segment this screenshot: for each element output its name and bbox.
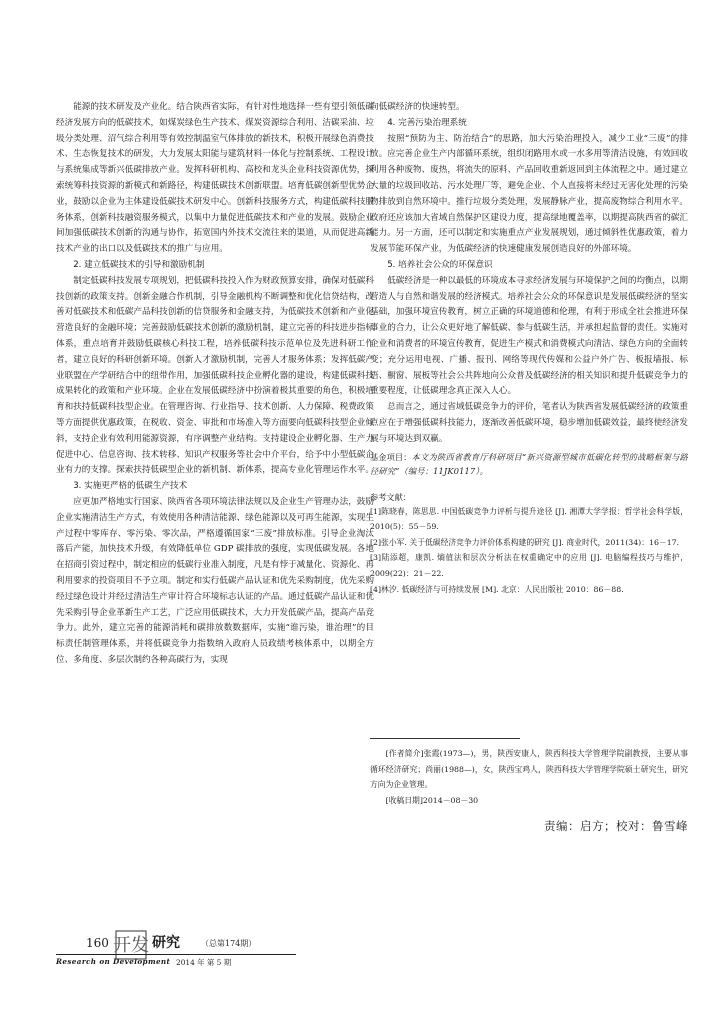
section-heading: 4. 完善污染治理系统 (387, 117, 467, 128)
page-footer (56, 932, 668, 972)
issue-total: （总第174期） (201, 939, 257, 948)
paragraph: 应更加严格地实行国家、陕西省各项环境法律法规以及企业生产管理办法，鼓励企业实施清洁生产方式，有效使用各种清洁能源、绿色能源以及可再生能源，实现生产过程中零库存、零污染、零次品，严格遵循国家“三废”排放标准。引导企业淘汰落后产能，加快技术升级，有效降低单位 GDP 碳排放的强度，实现低碳发展。各地在招商引资过程中，制定相应的低碳行业准入制度，凡是有悖于减量化、资源化、再利用要求的投资项目不予立项。制定和实行低碳产品认证和优先采购制度，优先采购经过绿色设计并经过清洁生产审计符合环境标志认证的产品。通过低碳产品认证和优先采购引导企业革新生产工艺，广泛应用低碳技术，大力开发低碳产品，提高产品竞争力。此外，建立完善的能源消耗和碳排放数数据库，实施“谁污染，谁治理”的目标责任制管理体系，并将低碳竞争力指数纳入政府人员政绩考核体系中，以期全方位、多角度、多层次制约各种高碳行为，实现 (56, 496, 374, 665)
journal-logo (115, 930, 147, 960)
paragraph: 总而言之，通过省域低碳竞争力的评价，笔者认为陕西省发展低碳经济的政策重点应在于增强低碳科技能力，逐渐改善低碳环境，稳步增加低碳效益，最终使经济发展与环境达到双赢。 (370, 402, 688, 444)
paragraph: 能源的技术研发及产业化。结合陕西省实际，有针对性地选择一些有望引领低碳经济发展方向的低碳技术，如煤炭绿色生产技术、煤炭资源综合利用、洁碳采油、垃圾分类处理、沼气综合利用等有效控制温室气体排放的新技术，积极开展绿色消费技术、生态恢复技术的研发，大力发展太阳能与建筑材料一体化与控制系统、工程设计与系统集成等新兴低碳排放产业。发挥科研机构、高校和龙头企业科技资源优势，探索统筹科技资源的新模式和新路径，构建低碳技术创新联盟。培育低碳创新型优势企业，鼓励以企业为主体建设低碳技术研发中心。创新科技服务方式，构建低碳科技服务体系，创新科技融资服务模式，以集中力量促进低碳技术和产业的发展。鼓励企业间加强低碳技术创新的沟通与协作，拓宽国内外技术交流往来的渠道，从而促进高新技术产业的出口以及低碳技术的推广与应用。 (56, 102, 374, 255)
references-list (370, 504, 688, 598)
right-body (370, 100, 688, 448)
author-bio: [作者简介]张霞(1973—)，男，陕西安康人，陕西科技大学管理学院副教授，主要从事循环经济研究；尚丽(1988—)，女，陕西宝鸡人，陕西科技大学管理学院硕士研究生，研究方向为企业管理。 (370, 749, 688, 790)
fund-label: 基金项目： (370, 451, 412, 462)
references-title: 参考文献： (370, 491, 411, 502)
author-divider (370, 738, 520, 739)
paragraph: 低碳经济是一种以最低的环境成本寻求经济发展与环境保护之间的均衡点，以期营造人与自然和谐发展的经济模式。培养社会公众的环保意识是发展低碳经济的坚实基础，加强环境宣传教育，树立正确的环境道德和伦理，有利于形成全社会推进环保事业的合力，让公众更好地了解低碳、参与低碳生活，并承担起监督的责任。实施对企业和消费者的环境宣传教育，促进生产模式和消费模式向清洁、绿色方向的全面转变；充分运用电视、广播、报刊、网络等现代传媒和公益户外广告、板报墙报、标语、橱窗、展板等社会公共阵地向公众普及低碳经济的相关知识和提升低碳竞争力的重要程度，让低碳理念真正深入人心。 (370, 275, 688, 397)
section-heading: 5. 培养社会公众的环保意识 (387, 259, 493, 270)
reference-item: [2]张小军. 关于低碳经济竞争力评价体系构建的研究 [J]. 商业时代，2011(34)：16－17. (370, 537, 680, 547)
fund-text: 本文为陕西省教育厅科研项目“新兴资源型城市低碳化转型的战略框架与路径研究”（编号：11JK0117）。 (370, 451, 688, 476)
section-heading: 3. 实施更严格的低碳生产技术 (73, 481, 188, 492)
right-column (370, 100, 688, 597)
section-heading: 2. 建立低碳技术的引导和激励机制 (73, 259, 205, 270)
reference-item: [4]林汐. 低碳经济与可持续发展 [M]. 北京：人民出版社 2010：86－88. (370, 584, 624, 594)
fund-note (370, 450, 688, 478)
editor-line: 责编：启方；校对：鲁雪峰 (544, 819, 688, 833)
reference-item: [3]陆添超，康凯. 熵值法和层次分析法在权重确定中的应用 [J]. 电脑编程技巧与维护，2009(22)：21－22. (370, 553, 688, 578)
journal-logo-text: 开发 (113, 935, 149, 956)
paragraph: 制定低碳科技发展专项规划，把低碳科技投入作为财政预算安排，确保对低碳科技创新的政策支持。创新金融合作机制，引导金融机构不断调整和优化信贷结构，改善对低碳技术和低碳产品科技创新的信贷服务和金融支持，为低碳技术创新和产业化营造良好的金融环境；完善鼓励低碳技术创新的激励机制，建立完善的科技进步指标体系，重点培育并鼓励低碳核心科技工程，培养低碳科技示范单位及先进科研工作者，建立良好的科研创新环境。创新人才激励机制，完善人才服务体系；发挥低碳产业联盟在产学研结合中的纽带作用，加强低碳科技企业孵化器的建设，构建低碳科技成果转化的政策和产业环境。企业在发展低碳经济中扮演着极其重要的角色，积极培育和扶持低碳科技型企业。在管理咨询、行业指导、技术创新、人力保障、税费政策等方面提供优惠政策，在税收、资金、审批和市场准入等方面要向低碳科技型企业倾斜，支持企业有效利用能源资源，有序调整产业结构。支持建设企业孵化器、生产力促进中心、信息咨询、技术转移、知识产权服务等社会中介平台，给予中小型低碳企业有力的支撑。探索扶持低碳型企业的新机制、新体系，提高专业化管理运作水平。 (56, 275, 374, 476)
journal-english-name: Research on Development (56, 957, 171, 966)
footer-rule (56, 954, 296, 955)
reference-item: [1]陈晓春，陈思思. 中国低碳竞争力评析与提升途径 [J]. 湘潭大学学报：哲学社会科学版，2010(5)：55－59. (370, 506, 688, 532)
author-note (370, 746, 688, 808)
left-column (56, 100, 374, 669)
paragraph: 向低碳经济的快速转型。 (370, 102, 465, 112)
paragraph: 按照“预防为主、防治结合”的思路，加大污染治理投入，减少工业“三废”的排放。应完善企业生产内部循环系统，组织闭路用水或一水多用等清洁设施，有效回收利用各种废物、废热，将流失的原料、产品回收重新返回到主体流程之中。通过建立大量的垃圾回收站、污水处理厂等，避免企业、个人直接将未经过无害化处理的污染物排放到自然环境中。推行垃圾分类处理，发展静脉产业，提高废物综合利用水平。政府还应该加大省域自然保护区建设力度，提高绿地覆盖率，以期提高陕西省的碳汇能力。另一方面，还可以制定和实施重点产业发展规划，通过倾斜性优惠政策，着力发展节能环保产业，为低碳经济的快速健康发展创造良好的外部环境。 (370, 133, 688, 255)
year-issue: 2014 年 第 5 期 (176, 958, 232, 967)
received-date: [收稿日期]2014－08－30 (385, 795, 479, 805)
journal-name: 研究 (152, 935, 180, 951)
page-number: 160 (86, 936, 109, 950)
